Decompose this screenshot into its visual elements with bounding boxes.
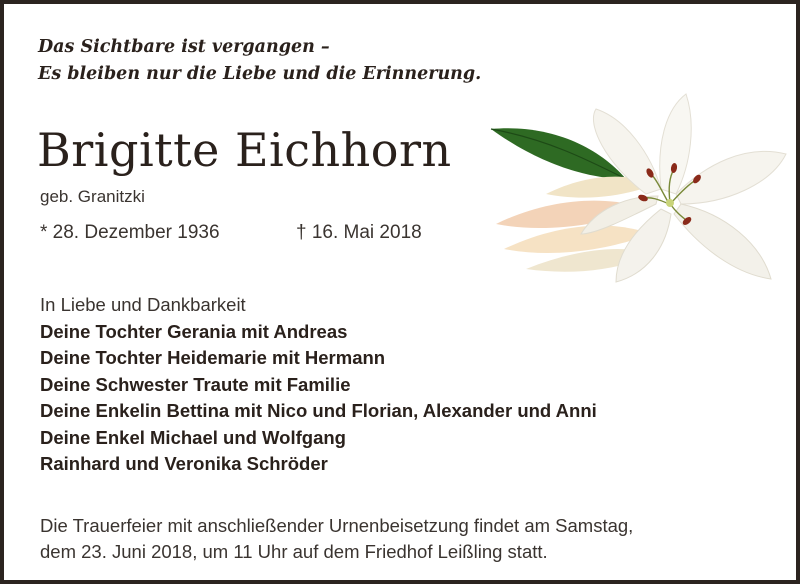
- mourners-intro: In Liebe und Dankbarkeit: [40, 294, 246, 315]
- notice-line-1: Die Trauerfeier mit anschließender Urnenbeisetzung findet am Samstag,: [40, 515, 634, 536]
- deceased-name: Brigitte Eichhorn: [37, 123, 452, 177]
- funeral-notice: [40, 513, 633, 565]
- mourner-row: Deine Tochter Gerania mit Andreas: [40, 320, 348, 342]
- mourner-row: Deine Schwester Traute mit Familie: [40, 373, 351, 395]
- death-date: † 16. Mai 2018: [296, 222, 422, 243]
- mourner-row: Deine Enkel Michael und Wolfgang: [40, 426, 346, 448]
- mourners-list: [40, 292, 597, 478]
- mourner-row: Deine Enkelin Bettina mit Nico und Florian, Alexander und Anni: [40, 400, 597, 421]
- motto-line-2: Es bleiben nur die Liebe und die Erinnerung.: [38, 64, 482, 84]
- motto-line-1: Das Sichtbare ist vergangen –: [38, 37, 330, 57]
- birth-date: * 28. Dezember 1936: [40, 222, 220, 243]
- born-name: geb. Granitzki: [40, 187, 145, 206]
- lily-flower-image: [486, 84, 796, 284]
- mourner-row: Rainhard und Veronika Schröder: [40, 453, 328, 474]
- mourner-row: Deine Tochter Heidemarie mit Hermann: [40, 347, 386, 368]
- notice-line-2: dem 23. Juni 2018, um 11 Uhr auf dem Friedhof Leißling statt.: [40, 541, 548, 562]
- life-dates: [40, 222, 422, 244]
- motto: [38, 34, 481, 88]
